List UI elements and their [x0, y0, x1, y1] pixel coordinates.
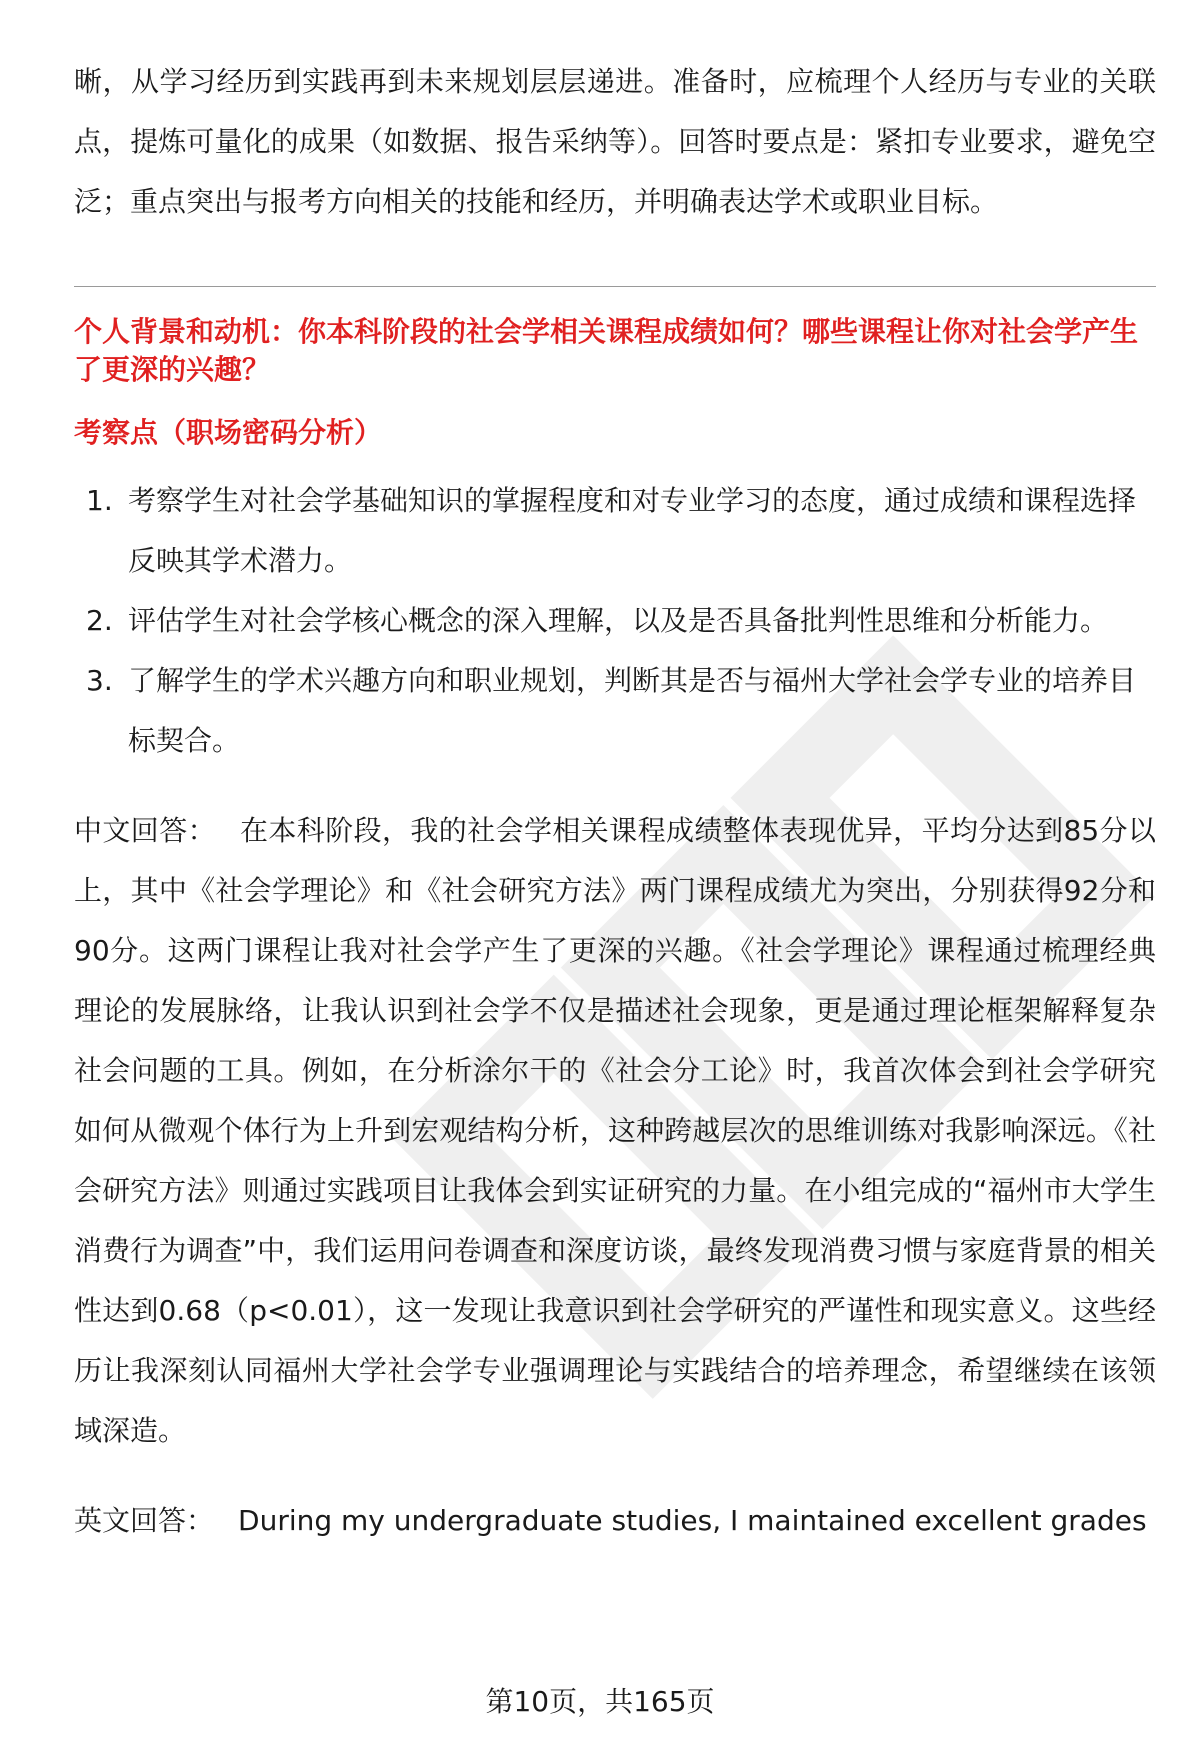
list-item-number: 2.	[86, 604, 113, 637]
list-item	[74, 471, 1156, 591]
list-item	[74, 651, 1156, 771]
assessment-points-list	[74, 471, 1156, 771]
chinese-answer-text: 在本科阶段，我的社会学相关课程成绩整体表现优异，平均分达到85分以上，其中《社会学理论》和《社会研究方法》两门课程成绩尤为突出，分别获得92分和90分。这两门课程让我对社会学产生了更深的兴趣。《社会学理论》课程通过梳理经典理论的发展脉络，让我认识到社会学不仅是描述社会现象，更是通过理论框架解释复杂社会问题的工具。例如，在分析涂尔干的《社会分工论》时，我首次体会到社会学研究如何从微观个体行为上升到宏观结构分析，这种跨越层次的思维训练对我影响深远。《社会研究方法》则通过实践项目让我体会到实证研究的力量。在小组完成的“福州市大学生消费行为调查”中，我们运用问卷调查和深度访谈，最终发现消费习惯与家庭背景的相关性达到0.68（p<0.01），这一发现让我意识到社会学研究的严谨性和现实意义。这些经历让我深刻认同福州大学社会学专业强调理论与实践结合的培养理念，希望继续在该领域深造。	[74, 814, 1156, 1447]
chinese-answer-label: 中文回答：	[74, 814, 216, 847]
list-item	[74, 591, 1156, 651]
assessment-points-title: 考察点（职场密码分析）	[74, 416, 383, 449]
chinese-answer	[74, 801, 1156, 1461]
intro-paragraph: 晰，从学习经历到实践再到未来规划层层递进。准备时，应梳理个人经历与专业的关联点，提炼可量化的成果（如数据、报告采纳等）。回答时要点是：紧扣专业要求，避免空泛；重点突出与报考方向相关的技能和经历，并明确表达学术或职业目标。	[74, 65, 1156, 218]
list-item-text: 了解学生的学术兴趣方向和职业规划，判断其是否与福州大学社会学专业的培养目标契合。	[128, 664, 1137, 757]
list-item-number: 3.	[86, 664, 113, 697]
list-item-number: 1.	[86, 484, 113, 517]
english-answer-text: During my undergraduate studies, I maintained excellent grades	[238, 1504, 1147, 1537]
english-answer-label: 英文回答：	[74, 1504, 215, 1537]
page-footer: 第10页，共165页	[485, 1685, 715, 1718]
question-heading: 个人背景和动机：你本科阶段的社会学相关课程成绩如何？哪些课程让你对社会学产生了更深的兴趣？	[74, 315, 1139, 386]
list-item-text: 考察学生对社会学基础知识的掌握程度和对专业学习的态度，通过成绩和课程选择反映其学术潜力。	[128, 484, 1137, 577]
list-item-text: 评估学生对社会学核心概念的深入理解，以及是否具备批判性思维和分析能力。	[128, 604, 1109, 637]
english-answer	[74, 1491, 1156, 1551]
page-content	[74, 52, 1156, 1551]
section-divider	[74, 286, 1156, 287]
